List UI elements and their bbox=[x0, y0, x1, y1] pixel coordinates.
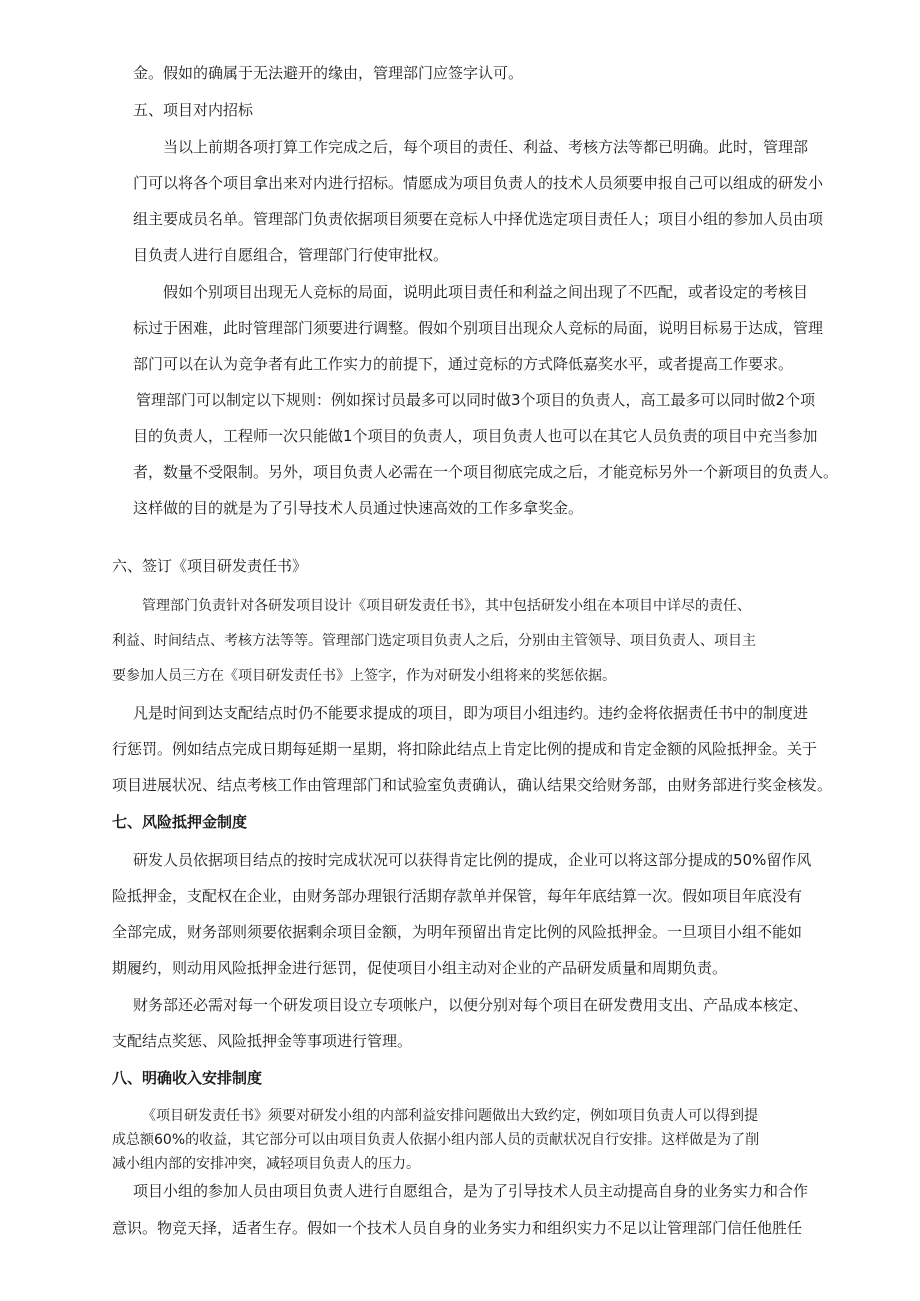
section-7-p1-line1: 研发人员依据项目结点的按时完成状况可以获得肯定比例的提成，企业可以将这部分提成的50%留作风 bbox=[133, 851, 812, 869]
section-5-p3-line1: 管理部门可以制定以下规则：例如探讨员最多可以同时做3个项目的负责人，高工最多可以同时做2个项 bbox=[136, 391, 816, 409]
section-5-p1-line3: 组主要成员名单。管理部门负责依据项目须要在竞标人中择优选定项目责任人；项目小组的参加人员由项 bbox=[133, 210, 824, 228]
section-7-p2-line1: 财务部还必需对每一个研发项目设立专项帐户，以便分别对每个项目在研发费用支出、产品成本核定、 bbox=[133, 996, 809, 1014]
section-7-p1-line3: 全部完成，财务部则须要依据剩余项目金额，为明年预留出肯定比例的风险抵押金。一旦项目小组不能如 bbox=[112, 923, 803, 941]
section-6-heading: 六、签订《项目研发责任书》 bbox=[112, 557, 308, 575]
section-5-p3-line2: 目的负责人，工程师一次只能做1个项目的负责人，项目负责人也可以在其它人员负责的项目中充当参加 bbox=[133, 427, 818, 445]
section-7-p2-line2: 支配结点奖惩、风险抵押金等事项进行管理。 bbox=[112, 1032, 413, 1050]
section-6-p1-line3: 要参加人员三方在《项目研发责任书》上签字，作为对研发小组将来的奖惩依据。 bbox=[112, 668, 616, 684]
section-5-p2-line2: 标过于困难，此时管理部门须要进行调整。假如个别项目出现众人竞标的局面，说明目标易于达成，管理 bbox=[133, 319, 824, 337]
intro-line: 金。假如的确属于无法避开的缘由，管理部门应签字认可。 bbox=[133, 64, 524, 82]
section-7-heading: 七、风险抵押金制度 bbox=[112, 813, 248, 831]
section-8-p1-line2: 成总额60%的收益，其它部分可以由项目负责人依据小组内部人员的贡献状况自行安排。这样做是为了削 bbox=[112, 1132, 760, 1148]
section-6-p2-line3: 项目进展状况、结点考核工作由管理部门和试验室负责确认，确认结果交给财务部，由财务部进行奖金核发。 bbox=[112, 776, 833, 794]
section-6-p1-line1: 管理部门负责针对各研发项目设计《项目研发责任书》，其中包括研发小组在本项目中详尽的责任、 bbox=[142, 598, 751, 614]
section-8-p2-line1: 项目小组的参加人员由项目负责人进行自愿组合，是为了引导技术人员主动提高自身的业务实力和合作 bbox=[133, 1182, 809, 1200]
section-8-p2-line2: 意识。物竞天择，适者生存。假如一个技术人员自身的业务实力和组织实力不足以让管理部门信任他胜任 bbox=[112, 1219, 803, 1237]
section-8-p1-line1: 《项目研发责任书》须要对研发小组的内部利益安排问题做出大致约定，例如项目负责人可以得到提 bbox=[142, 1108, 758, 1124]
section-8-p1-line3: 减小组内部的安排冲突，减轻项目负责人的压力。 bbox=[112, 1156, 420, 1172]
section-6-p1-line2: 利益、时间结点、考核方法等等。管理部门选定项目负责人之后，分别由主管领导、项目负责人、项目主 bbox=[112, 633, 756, 649]
section-5-p2-line1: 假如个别项目出现无人竞标的局面，说明此项目责任和利益之间出现了不匹配，或者设定的考核目 bbox=[133, 283, 809, 301]
section-6-p2-line1: 凡是时间到达支配结点时仍不能要求提成的项目，即为项目小组违约。违约金将依据责任书中的制度进 bbox=[133, 704, 809, 722]
section-5-p2-line3: 部门可以在认为竞争者有此工作实力的前提下，通过竞标的方式降低嘉奖水平，或者提高工作要求。 bbox=[133, 355, 794, 373]
section-6-p2-line2: 行惩罚。例如结点完成日期每延期一星期，将扣除此结点上肯定比例的提成和肯定金额的风险抵押金。关于 bbox=[112, 740, 818, 758]
section-5-p1-line2: 门可以将各个项目拿出来对内进行招标。情愿成为项目负责人的技术人员须要申报自己可以组成的研发小 bbox=[133, 174, 824, 192]
section-5-p1-line1: 当以上前期各项打算工作完成之后，每个项目的责任、利益、考核方法等都已明确。此时，管理部 bbox=[133, 138, 809, 156]
section-5-p1-line4: 目负责人进行自愿组合，管理部门行使审批权。 bbox=[133, 246, 449, 264]
section-7-p1-line2: 险抵押金，支配权在企业，由财务部办理银行活期存款单并保管，每年年底结算一次。假如项目年底没有 bbox=[112, 887, 803, 905]
section-7-p1-line4: 期履约，则动用风险抵押金进行惩罚，促使项目小组主动对企业的产品研发质量和周期负责。 bbox=[112, 959, 728, 977]
section-8-heading: 八、明确收入安排制度 bbox=[112, 1069, 263, 1087]
section-5-p3-line3: 者，数量不受限制。另外，项目负责人必需在一个项目彻底完成之后，才能竞标另外一个新项目的负责人。 bbox=[133, 463, 839, 481]
section-5-p3-line4: 这样做的目的就是为了引导技术人员通过快速高效的工作多拿奖金。 bbox=[133, 499, 584, 517]
section-5-heading: 五、项目对内招标 bbox=[133, 101, 254, 119]
